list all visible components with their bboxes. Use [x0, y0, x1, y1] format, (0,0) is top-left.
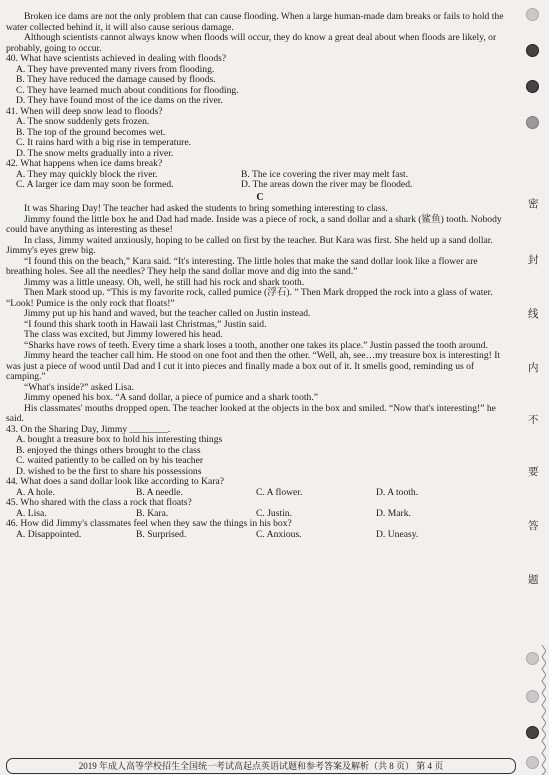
intro-paragraph: Although scientists cannot always know when floods will occur, they do know a great deal about when floods are likely, or probably, going to occur. [6, 32, 497, 54]
question-stem: 46. How did Jimmy's classmates feel when they saw the things in his box? [6, 518, 292, 529]
option-d: D. Mark. [376, 507, 411, 519]
option-d: D. wished to be the first to share his possessions [16, 465, 202, 477]
question-46 [6, 519, 514, 540]
option-c: C. A larger ice dam may soon be formed. [16, 179, 174, 190]
option-c: C. Justin. [256, 507, 292, 519]
perforation-zigzag-icon [522, 645, 546, 775]
question-43 [6, 425, 514, 478]
question-42 [6, 159, 514, 191]
option-a: A. The snow suddenly gets frozen. [16, 116, 150, 127]
page-footer: 2019 年成人高等学校招生全国统一考试高起点英语试题和参考答案及解析（共 8 页） 第 4 页 [6, 758, 516, 774]
margin-char: 线 [528, 308, 539, 320]
passage-paragraph: It was Sharing Day! The teacher had asked the students to bring something interesting to class. [24, 203, 388, 214]
question-stem: 42. What happens when ice dams break? [6, 158, 163, 169]
option-a: A. A hole. [16, 486, 55, 498]
option-c: C. Anxious. [256, 528, 302, 540]
option-d: D. They have found most of the ice dams on the river. [16, 95, 223, 106]
option-row [16, 530, 514, 541]
margin-char: 内 [528, 362, 539, 374]
section-heading: C [256, 191, 264, 203]
question-40 [6, 54, 514, 107]
option-b: B. A needle. [136, 486, 183, 498]
option-b: B. They have reduced the damage caused by floods. [16, 74, 216, 85]
question-45 [6, 498, 514, 519]
passage-c [6, 204, 514, 425]
question-stem: 44. What does a sand dollar look like according to Kara? [6, 476, 225, 487]
option-b: B. The ice covering the river may melt fast. [241, 168, 409, 180]
option-a: A. They may quickly block the river. [16, 168, 158, 180]
passage-paragraph: Jimmy heard the teacher call him. He stood on one foot and then the other. “Well, ah, see…my treasure box is interesting! It was just a piece of wood until Dad and I cut it into pieces and finally made a box out of it. It smells good, reminding us of camping.” [6, 350, 501, 382]
passage-paragraph: “I found this shark tooth in Hawaii last Christmas,” Justin said. [24, 318, 267, 330]
passage-paragraph: Jimmy put up his hand and waved, but the teacher called on Justin instead. [24, 308, 311, 319]
question-stem: 43. On the Sharing Day, Jimmy ________. [6, 423, 171, 435]
binding-hole-icon [526, 44, 539, 57]
option-d: D. The areas down the river may be flooded. [241, 179, 413, 190]
option-d: D. A tooth. [376, 486, 419, 498]
question-41 [6, 107, 514, 160]
option-a: A. Lisa. [16, 507, 47, 519]
binding-hole-icon [526, 116, 539, 129]
question-44 [6, 477, 514, 498]
passage-paragraph: “What's inside?” asked Lisa. [24, 381, 134, 393]
option-a: A. bought a treasure box to hold his interesting things [16, 434, 223, 445]
option-c: C. It rains hard with a big rise in temperature. [16, 137, 192, 148]
margin-char: 要 [528, 466, 539, 478]
option-d: D. The snow melts gradually into a river. [16, 147, 174, 159]
margin-char: 密 [528, 198, 539, 210]
question-stem: 40. What have scientists achieved in dealing with floods? [6, 53, 227, 64]
margin-char: 题 [528, 574, 539, 586]
passage-paragraph: Then Mark stood up. “This is my favorite rock, called pumice (浮石). ” Then Mark dropped the rock into a glass of water. “Look! Pumice is the only rock that floats!” [6, 287, 493, 309]
option-d: D. Uneasy. [376, 528, 419, 540]
option-b: B. Surprised. [136, 528, 187, 540]
passage-paragraph: Jimmy was a little uneasy. Oh, well, he still had his rock and shark tooth. [24, 276, 305, 288]
intro-paragraph: Broken ice dams are not the only problem that can cause flooding. When a large human-made dam breaks or fails to hold the water collected behind it, it will also cause serious damage. [6, 11, 504, 33]
passage-paragraph: The class was excited, but Jimmy lowered his head. [24, 329, 223, 340]
option-a: A. Disappointed. [16, 528, 82, 540]
page-content [6, 12, 514, 540]
binding-margin [518, 0, 549, 775]
question-stem: 41. When will deep snow lead to floods? [6, 105, 163, 117]
question-stem: 45. Who shared with the class a rock that floats? [6, 497, 192, 508]
passage-paragraph: “I found this on the beach,” Kara said. “It's interesting. The little holes that make the sand dollar look like a flower are breathing holes. See all the needles? They help the sand dollar move and dig into the sand.” [6, 255, 478, 277]
passage-paragraph: In class, Jimmy waited anxiously, hoping to be called on first by the teacher. But Kara was first. She held up a sand dollar. Jimmy's eyes grew big. [6, 234, 493, 256]
passage-paragraph: His classmates' mouths dropped open. The teacher looked at the objects in the box and smiled. “Now that's interesting!” he said. [6, 402, 496, 424]
option-a: A. They have prevented many rivers from flooding. [16, 63, 215, 75]
option-c: C. waited patiently to be called on by his teacher [16, 455, 204, 466]
option-row [16, 180, 514, 191]
option-c: C. They have learned much about conditions for flooding. [16, 84, 239, 96]
margin-char: 封 [528, 254, 539, 266]
option-b: B. The top of the ground becomes wet. [16, 126, 166, 138]
option-c: C. A flower. [256, 486, 303, 498]
option-b: B. Kara. [136, 507, 169, 519]
margin-char: 答 [528, 520, 539, 532]
binding-hole-icon [526, 8, 539, 21]
passage-paragraph: “Sharks have rows of teeth. Every time a shark loses a tooth, another one takes its place.” Justin passed the tooth around. [24, 339, 488, 351]
passage-paragraph: Jimmy opened his box. “A sand dollar, a piece of pumice and a shark tooth.” [24, 392, 319, 403]
margin-char: 不 [528, 414, 539, 426]
passage-paragraph: Jimmy found the little box he and Dad had made. Inside was a piece of rock, a sand dollar and a shark (鲨鱼) tooth. Nobody could have anything as interesting as these! [6, 213, 502, 235]
binding-hole-icon [526, 80, 539, 93]
option-b: B. enjoyed the things others brought to the class [16, 444, 201, 456]
